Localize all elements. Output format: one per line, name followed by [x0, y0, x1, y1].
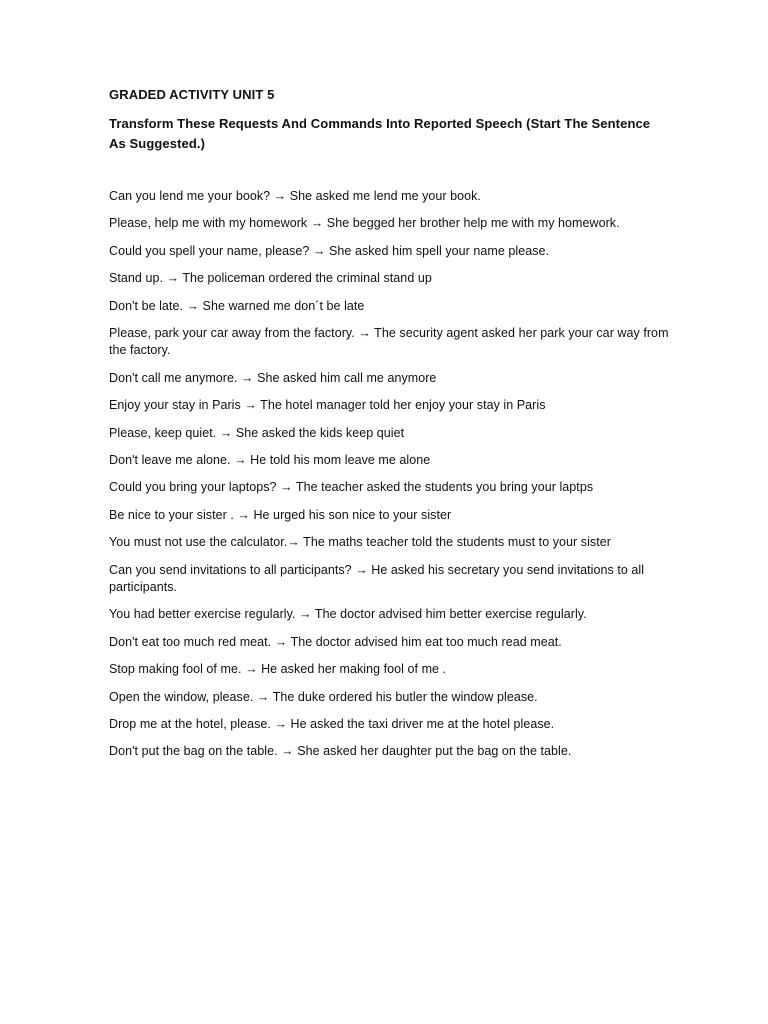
- exercise-item: Don't be late. → She warned me don´t be late: [109, 298, 365, 313]
- exercise-item: Don't eat too much red meat. → The doctor advised him eat too much read meat.: [109, 634, 562, 649]
- exercise-item: Please, park your car away from the factory. → The security agent asked her park your car way from the factory.: [109, 325, 669, 358]
- exercise-list: [109, 188, 669, 761]
- exercise-item: Could you spell your name, please? → She asked him spell your name please.: [109, 243, 550, 258]
- exercise-item: Can you send invitations to all participants? → He asked his secretary you send invitations to all participants.: [109, 562, 645, 595]
- exercise-item: Drop me at the hotel, please. → He asked the taxi driver me at the hotel please.: [109, 717, 555, 732]
- exercise-item: Can you lend me your book? → She asked me lend me your book.: [109, 189, 481, 203]
- exercise-item: Could you bring your laptops? → The teacher asked the students you bring your laptps: [109, 480, 594, 495]
- exercise-item: Be nice to your sister . → He urged his son nice to your sister: [109, 507, 452, 522]
- exercise-item: Enjoy your stay in Paris → The hotel manager told her enjoy your stay in Paris: [109, 398, 546, 413]
- exercise-item: Stand up. → The policeman ordered the criminal stand up: [109, 271, 432, 286]
- document-title: GRADED ACTIVITY UNIT 5: [109, 87, 275, 102]
- exercise-item: Don't put the bag on the table. → She asked her daughter put the bag on the table.: [109, 744, 572, 759]
- exercise-item: Stop making fool of me. → He asked her making fool of me .: [109, 662, 447, 677]
- exercise-item: You must not use the calculator.→ The maths teacher told the students must to your sister: [109, 535, 611, 550]
- exercise-item: Please, help me with my homework → She begged her brother help me with my homework.: [109, 216, 620, 231]
- exercise-item: Open the window, please. → The duke ordered his butler the window please.: [109, 689, 538, 704]
- exercise-item: You had better exercise regularly. → The doctor advised him better exercise regularly.: [109, 607, 587, 622]
- document-page: [109, 86, 669, 771]
- exercise-item: Please, keep quiet. → She asked the kids keep quiet: [109, 425, 405, 440]
- document-instructions: Transform These Requests And Commands Into Reported Speech (Start The Sentence As Suggested.): [109, 116, 651, 151]
- exercise-item: Don't call me anymore. → She asked him call me anymore: [109, 370, 437, 385]
- exercise-item: Don't leave me alone. → He told his mom leave me alone: [109, 453, 431, 468]
